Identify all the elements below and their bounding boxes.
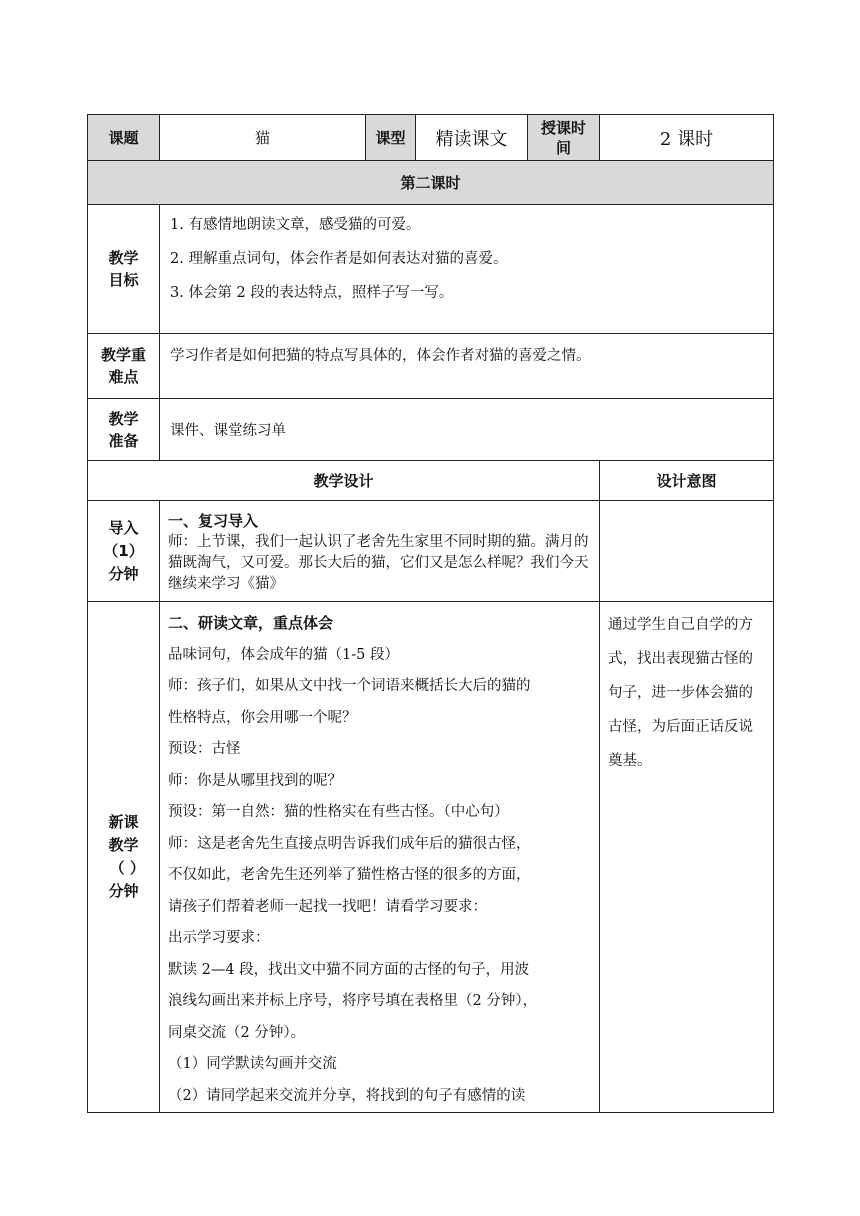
lesson-plan-table [87,114,774,1113]
content-line: 请孩子们帮着老师一起找一找吧！请看学习要求： [168,898,487,915]
key-points-label: 教学重难点 [88,334,160,399]
objectives-row [88,205,774,334]
content-line: 品味词句，体会成年的猫（1-5 段） [168,646,399,663]
new-lesson-row [88,602,774,1113]
preparation-text: 课件、课堂练习单 [160,399,774,461]
session-title: 第二课时 [88,161,774,205]
objective-item: 2. 理解重点词句，体会作者是如何表达对猫的喜爱。 [170,251,508,267]
content-line: 性格特点，你会用哪一个呢？ [168,709,357,726]
content-line: 预设：第一自然：猫的性格实在有些古怪。（中心句） [168,804,509,820]
content-line: 不仅如此，老舍先生还列举了猫性格古怪的很多的方面， [168,867,531,883]
intent-header: 设计意图 [600,461,774,501]
topic-value: 猫 [160,115,366,161]
intro-row [88,501,774,602]
content-line: 师：你是从哪里找到的呢？ [168,772,342,789]
intro-text: 师：上节课，我们一起认识了老舍先生家里不同时期的猫。满月的猫既淘气，又可爱。那长大后的猫，它们又是怎么样呢？我们今天继续来学习《猫》 [168,534,589,592]
new-lesson-intent: 通过学生自己自学的方式，找出表现猫古怪的句子，进一步体会猫的古怪，为后面正话反说奠基。 [600,602,774,1113]
objective-item: 1. 有感情地朗读文章，感受猫的可爱。 [170,217,421,233]
content-line: 浪线勾画出来并标上序号，将序号填在表格里（2 分钟）， [168,993,538,1009]
preparation-row [88,399,774,461]
intro-title: 一、复习导入 [168,512,259,530]
intro-content [160,501,600,602]
content-line: 师：孩子们，如果从文中找一个词语来概括长大后的猫的 [168,678,531,694]
key-points-text: 学习作者是如何把猫的特点写具体的，体会作者对猫的喜爱之情。 [160,334,774,399]
objective-item: 3. 体会第 2 段的表达特点，照样子写一写。 [170,285,454,301]
content-line: （2）请同学起来交流并分享，将找到的句子有感情的读 [168,1087,526,1104]
time-value: 2 课时 [600,115,774,161]
design-header-row [88,461,774,501]
time-label: 授课时间 [528,115,600,161]
content-line: 默读 2—4 段，找出文中猫不同方面的古怪的句子，用波 [168,961,530,978]
header-row [88,115,774,161]
content-line: 出示学习要求： [168,930,270,946]
new-lesson-title: 二、研读文章，重点体会 [168,614,334,632]
content-line: （1）同学默读勾画并交流 [168,1056,337,1072]
intro-label: 导入（1）分钟 [88,501,160,602]
new-lesson-content [160,602,600,1113]
type-value: 精读课文 [416,115,528,161]
intro-intent [600,501,774,602]
content-line: 同桌交流（2 分钟）。 [168,1024,306,1041]
topic-label: 课题 [88,115,160,161]
key-points-row [88,334,774,399]
content-line: 预设：古怪 [168,741,241,757]
preparation-label: 教学准备 [88,399,160,461]
session-row [88,161,774,205]
design-header: 教学设计 [88,461,600,501]
objectives-list [160,205,774,334]
objectives-label: 教学目标 [88,205,160,334]
content-line: 师：这是老舍先生直接点明告诉我们成年后的猫很古怪， [168,835,531,852]
type-label: 课型 [366,115,416,161]
new-lesson-label: 新课教学（ ）分钟 [88,602,160,1113]
